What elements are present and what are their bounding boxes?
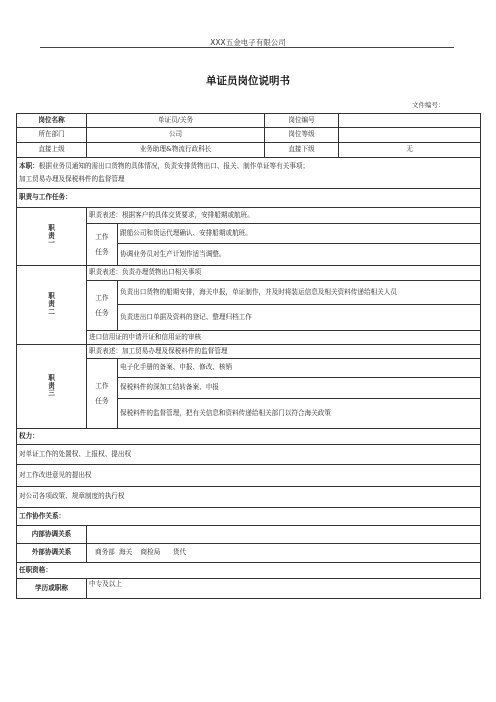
job-summary-text1: 根据业务员通知的需出口货物的具体情况，负责安排货物出口、报关、制作单证等有关事项； <box>38 162 310 171</box>
duty-2-label: 职 责 二 <box>17 266 87 345</box>
header-divider <box>40 47 454 48</box>
duty-3-task-label: 工作 任务 <box>87 359 118 429</box>
internal-relations-value <box>87 526 481 544</box>
department-value: 公司 <box>87 128 265 143</box>
department-label: 所在部门 <box>17 128 87 143</box>
file-number-label: 文件编号： <box>412 101 445 109</box>
authority-item-2: 对工作改进意见的提出权 <box>17 465 481 487</box>
duty-1-task-label: 工作 任务 <box>87 224 118 266</box>
document-title: 单证员岗位说明书 <box>206 75 290 87</box>
duty-1-description: 职责表述：根据客户的具体交货要求，安排船期或航班。 <box>87 208 481 224</box>
job-summary-text2: 加工贸易办理及保税料件的监督管理 <box>19 175 125 183</box>
internal-relations-label: 内部协调关系 <box>17 526 87 544</box>
duty-2-task-2: 负责进出口单据及资料的登记、整理归档工作 <box>118 305 481 331</box>
position-number-label: 岗位编号 <box>265 114 339 128</box>
relations-section-title: 工作协作关系： <box>17 508 481 526</box>
job-description-table <box>16 113 481 599</box>
duties-section-title: 职责与工作任务： <box>17 189 481 208</box>
direct-superior-value: 业务助理&物流行政科长 <box>87 143 265 158</box>
authority-item-1: 对单证工作的处置权、上报权、提出权 <box>17 445 481 465</box>
education-value: 中专及以上 <box>87 579 481 599</box>
education-label: 学历或职称 <box>17 579 87 599</box>
qualification-section-title: 任职资格： <box>17 563 481 579</box>
duty-2-task-1: 负责出口货物的船期安排，海关申报，单证制作，并及时将装运信息及相关资料传递给相关人员 <box>118 281 481 305</box>
duty-3-task-2: 保税料件的深加工结转备案、申报 <box>118 378 481 399</box>
duty-1-task-2: 协调业务员对生产计划作适当调整。 <box>118 244 481 266</box>
job-summary-label: 本职： <box>19 162 39 171</box>
position-name-label: 岗位名称 <box>17 114 87 128</box>
position-level-label: 岗位等级 <box>265 128 339 143</box>
duty-3-label: 职 责 三 <box>17 345 87 429</box>
duty-3-description: 职责表述：加工贸易办理及保税料件的监督管理 <box>87 345 481 359</box>
position-number-value <box>339 114 481 128</box>
job-summary <box>17 158 481 189</box>
duty-2-task-3: 进口信用证的申请开证和信用证的审核 <box>87 331 481 345</box>
duty-2-description: 职责表述：负责办理货物出口相关事项 <box>87 266 481 281</box>
position-level-value <box>339 128 481 143</box>
duty-1-label: 职 责 一 <box>17 208 87 266</box>
direct-subordinate-value: 无 <box>339 143 481 158</box>
authority-section-title: 权力： <box>17 429 481 445</box>
duty-3-task-3: 保税料件的监督管理，把有关信息和资料传递给相关部门以符合海关政策 <box>118 399 481 429</box>
external-relations-value: 商务部 海关 商检局 货代 <box>87 544 481 563</box>
duty-1-task-1: 跟船公司和货运代理确认、安排船期或航班。 <box>118 224 481 244</box>
company-header: XXX五金电子有限公司 <box>210 38 286 47</box>
authority-item-3: 对公司各项政策、规章制度的执行权 <box>17 487 481 508</box>
direct-superior-label: 直接上级 <box>17 143 87 158</box>
direct-subordinate-label: 直接下级 <box>265 143 339 158</box>
external-relations-label: 外部协调关系 <box>17 544 87 563</box>
duty-3-task-1: 电子化手册的备案、申报、修改、核销 <box>118 359 481 378</box>
position-name-value: 单证员/关务 <box>87 114 265 128</box>
duty-2-task-label: 工作 任务 <box>87 281 118 331</box>
